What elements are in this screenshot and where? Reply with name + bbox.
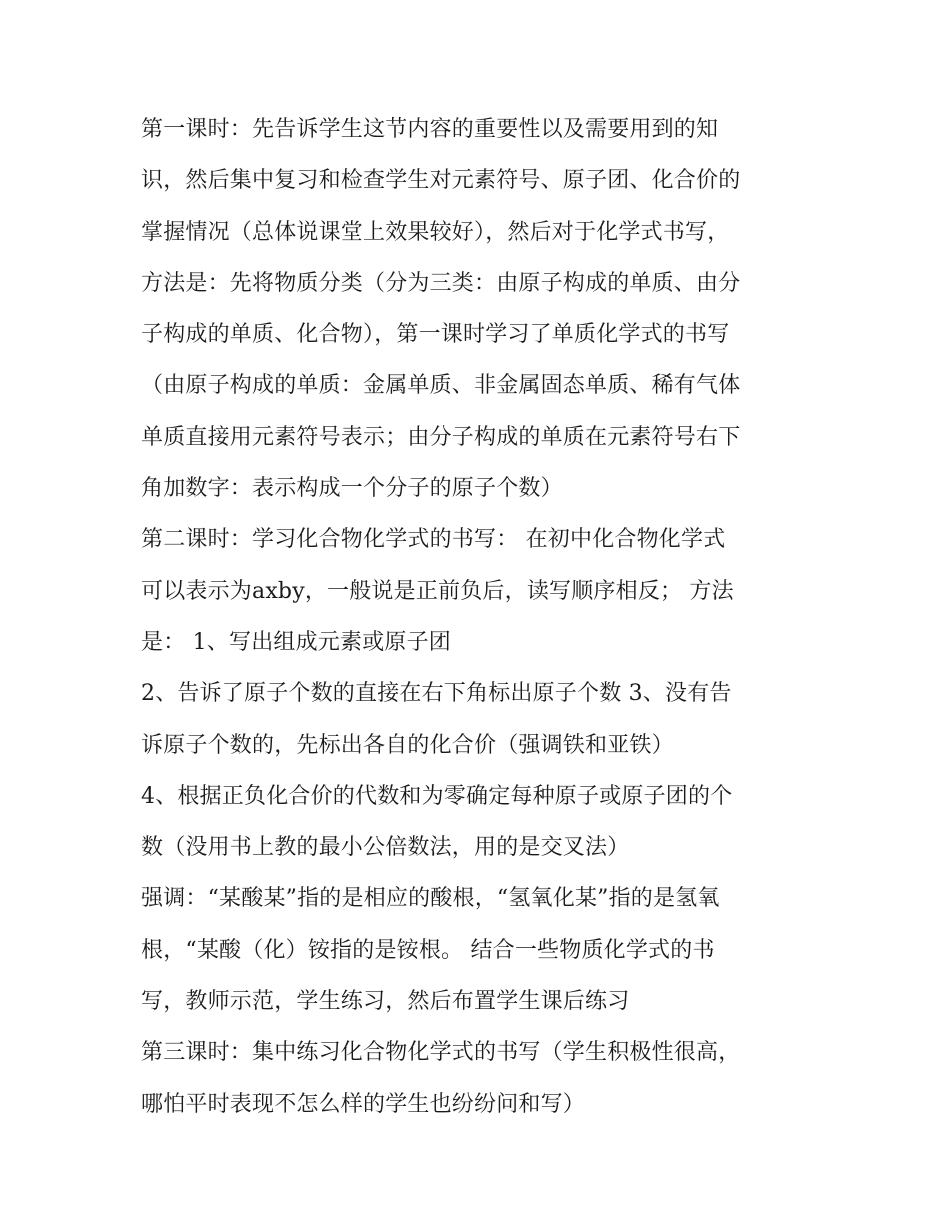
text-line: （由原子构成的单质：金属单质、非金属固态单质、稀有气体	[141, 373, 741, 399]
document-body	[141, 104, 821, 1130]
text-line: 第二课时：学习化合物化学式的书写： 在初中化合物化学式	[141, 527, 726, 553]
text-line: 角加数字：表示构成一个分子的原子个数）	[141, 476, 563, 502]
text-line: 4、根据正负化合价的代数和为零确定每种原子或原子团的个	[141, 783, 733, 809]
text-line: 第一课时：先告诉学生这节内容的重要性以及需要用到的知	[141, 117, 719, 142]
text-line: 哪怕平时表现不怎么样的学生也纷纷问和写）	[141, 1091, 586, 1117]
text-line: 写，教师示范，学生练习，然后布置学生课后练习	[141, 989, 630, 1015]
text-line: 2、告诉了原子个数的直接在右下角标出原子个数 3、没有告	[141, 681, 732, 707]
text-line: 子构成的单质、化合物），第一课时学习了单质化学式的书写	[141, 322, 730, 348]
text-line: 第三课时：集中练习化合物化学式的书写（学生积极性很高，	[141, 1040, 741, 1066]
text-line: 根，“某酸（化）铵指的是铵根。 结合一些物质化学式的书	[141, 937, 715, 963]
text-line: 方法是：先将物质分类（分为三类：由原子构成的单质、由分	[141, 270, 741, 296]
text-line: 是： 1、写出组成元素或原子团	[141, 629, 451, 655]
text-line: 识，然后集中复习和检查学生对元素符号、原子团、化合价的	[141, 168, 741, 194]
text-line: 单质直接用元素符号表示；由分子构成的单质在元素符号右下	[141, 424, 741, 450]
text-line: 强调：“某酸某”指的是相应的酸根，“氢氧化某”指的是氢氧	[141, 886, 720, 912]
text-line: 诉原子个数的，先标出各自的化合价（强调铁和亚铁）	[141, 732, 674, 758]
text-line: 数（没用书上教的最小公倍数法，用的是交叉法）	[141, 835, 630, 861]
text-line: 掌握情况（总体说课堂上效果较好），然后对于化学式书写，	[141, 219, 730, 245]
text-line: 可以表示为axby，一般说是正前负后，读写顺序相反； 方法	[141, 578, 734, 604]
